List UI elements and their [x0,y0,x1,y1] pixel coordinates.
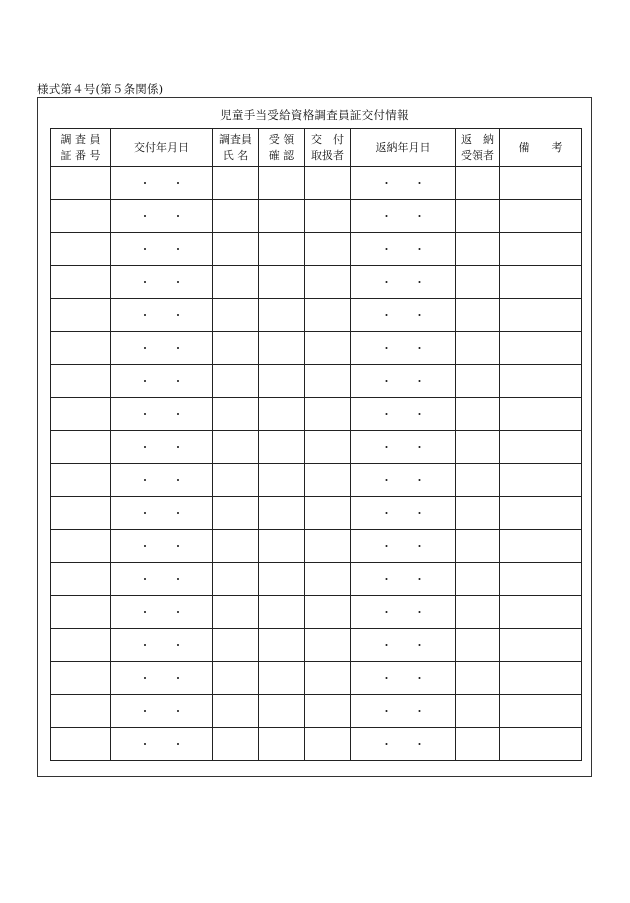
cell-issue-date [111,563,213,596]
cell-return-receiver [456,662,500,695]
cell-issue-date [111,200,213,233]
cell-handler [305,200,351,233]
cell-return-date [351,365,456,398]
header-receipt: 受 領 確 認 [259,129,305,167]
date-placeholder: ・ ・ [139,408,184,421]
table-row [51,596,582,629]
cell-id-number [51,464,111,497]
cell-id-number [51,299,111,332]
table-row [51,728,582,761]
cell-return-receiver [456,266,500,299]
cell-remarks [500,530,582,563]
cell-remarks [500,662,582,695]
cell-issue-date [111,233,213,266]
table-row [51,629,582,662]
table-row [51,266,582,299]
cell-return-receiver [456,167,500,200]
cell-receipt [259,365,305,398]
date-placeholder: ・ ・ [381,738,425,751]
cell-receipt [259,431,305,464]
cell-return-date [351,431,456,464]
cell-return-receiver [456,596,500,629]
date-placeholder: ・ ・ [381,342,425,355]
cell-return-date [351,563,456,596]
cell-remarks [500,266,582,299]
cell-name [213,200,259,233]
form-title: 児童手当受給資格調査員証交付情報 [220,108,409,122]
cell-receipt [259,695,305,728]
date-placeholder: ・ ・ [381,540,425,553]
cell-return-date [351,200,456,233]
cell-issue-date [111,266,213,299]
cell-return-receiver [456,365,500,398]
cell-return-receiver [456,398,500,431]
header-id-number: 調 査 員 証 番 号 [51,129,111,167]
cell-receipt [259,464,305,497]
cell-handler [305,695,351,728]
cell-name [213,431,259,464]
cell-receipt [259,530,305,563]
cell-handler [305,728,351,761]
cell-name [213,530,259,563]
cell-remarks [500,299,582,332]
cell-issue-date [111,299,213,332]
cell-issue-date [111,596,213,629]
date-placeholder: ・ ・ [139,441,184,454]
cell-receipt [259,629,305,662]
date-placeholder: ・ ・ [139,210,184,223]
cell-handler [305,629,351,662]
date-placeholder: ・ ・ [381,507,425,520]
cell-return-date [351,497,456,530]
cell-return-receiver [456,332,500,365]
cell-id-number [51,365,111,398]
cell-return-date [351,728,456,761]
table-row [51,365,582,398]
cell-name [213,695,259,728]
cell-return-date [351,530,456,563]
date-placeholder: ・ ・ [139,606,184,619]
date-placeholder: ・ ・ [139,342,184,355]
cell-id-number [51,431,111,464]
cell-issue-date [111,530,213,563]
cell-return-receiver [456,464,500,497]
date-placeholder: ・ ・ [139,738,184,751]
cell-return-receiver [456,497,500,530]
header-name: 調査員 氏 名 [213,129,259,167]
date-placeholder: ・ ・ [381,639,425,652]
cell-id-number [51,398,111,431]
form-label: 様式第４号(第５条関係) [37,82,164,96]
cell-receipt [259,563,305,596]
cell-handler [305,497,351,530]
date-placeholder: ・ ・ [139,276,184,289]
date-placeholder: ・ ・ [139,375,184,388]
date-placeholder: ・ ・ [139,177,184,190]
date-placeholder: ・ ・ [381,474,425,487]
cell-handler [305,464,351,497]
cell-remarks [500,728,582,761]
cell-id-number [51,563,111,596]
cell-name [213,662,259,695]
cell-remarks [500,200,582,233]
cell-return-receiver [456,728,500,761]
table-row [51,497,582,530]
cell-issue-date [111,365,213,398]
cell-remarks [500,431,582,464]
date-placeholder: ・ ・ [139,705,184,718]
cell-handler [305,332,351,365]
cell-handler [305,266,351,299]
cell-remarks [500,365,582,398]
cell-remarks [500,497,582,530]
cell-issue-date [111,629,213,662]
cell-receipt [259,398,305,431]
date-placeholder: ・ ・ [139,243,184,256]
cell-return-date [351,233,456,266]
cell-return-date [351,266,456,299]
date-placeholder: ・ ・ [139,639,184,652]
cell-handler [305,530,351,563]
cell-name [213,332,259,365]
table-row [51,464,582,497]
date-placeholder: ・ ・ [139,672,184,685]
cell-return-date [351,662,456,695]
table-row [51,299,582,332]
cell-handler [305,431,351,464]
cell-return-receiver [456,530,500,563]
cell-id-number [51,530,111,563]
date-placeholder: ・ ・ [381,309,425,322]
cell-return-date [351,299,456,332]
cell-issue-date [111,332,213,365]
cell-issue-date [111,695,213,728]
cell-issue-date [111,464,213,497]
cell-id-number [51,596,111,629]
cell-issue-date [111,662,213,695]
table-row [51,563,582,596]
date-placeholder: ・ ・ [381,705,425,718]
header-remarks: 備 考 [500,129,582,167]
cell-name [213,563,259,596]
date-placeholder: ・ ・ [139,540,184,553]
cell-return-receiver [456,695,500,728]
cell-handler [305,365,351,398]
cell-receipt [259,332,305,365]
cell-issue-date [111,167,213,200]
cell-handler [305,398,351,431]
cell-name [213,365,259,398]
cell-name [213,299,259,332]
cell-handler [305,299,351,332]
cell-remarks [500,596,582,629]
cell-return-receiver [456,563,500,596]
cell-id-number [51,332,111,365]
date-placeholder: ・ ・ [381,606,425,619]
cell-id-number [51,728,111,761]
header-return-date: 返納年月日 [351,129,456,167]
cell-handler [305,662,351,695]
table-row [51,695,582,728]
cell-return-date [351,695,456,728]
cell-return-date [351,398,456,431]
cell-name [213,233,259,266]
cell-name [213,167,259,200]
cell-handler [305,596,351,629]
table-row [51,398,582,431]
cell-return-receiver [456,629,500,662]
cell-id-number [51,695,111,728]
cell-receipt [259,233,305,266]
cell-issue-date [111,398,213,431]
table-row [51,200,582,233]
cell-remarks [500,398,582,431]
cell-return-receiver [456,431,500,464]
cell-remarks [500,167,582,200]
cell-handler [305,167,351,200]
cell-issue-date [111,728,213,761]
cell-name [213,596,259,629]
date-placeholder: ・ ・ [381,573,425,586]
cell-receipt [259,266,305,299]
date-placeholder: ・ ・ [381,408,425,421]
table-row [51,662,582,695]
date-placeholder: ・ ・ [381,672,425,685]
date-placeholder: ・ ・ [381,441,425,454]
cell-return-date [351,629,456,662]
cell-id-number [51,200,111,233]
date-placeholder: ・ ・ [139,309,184,322]
table-row [51,167,582,200]
table-row [51,431,582,464]
date-placeholder: ・ ・ [381,243,425,256]
cell-id-number [51,167,111,200]
table-row [51,233,582,266]
cell-remarks [500,563,582,596]
cell-issue-date [111,431,213,464]
register-table [50,128,582,761]
cell-return-date [351,167,456,200]
cell-remarks [500,233,582,266]
cell-issue-date [111,497,213,530]
cell-remarks [500,695,582,728]
cell-name [213,728,259,761]
form-frame [37,97,592,777]
cell-name [213,629,259,662]
cell-id-number [51,497,111,530]
date-placeholder: ・ ・ [139,507,184,520]
cell-remarks [500,464,582,497]
date-placeholder: ・ ・ [139,573,184,586]
cell-receipt [259,728,305,761]
cell-return-receiver [456,299,500,332]
date-placeholder: ・ ・ [139,474,184,487]
table-row [51,332,582,365]
cell-receipt [259,200,305,233]
cell-name [213,464,259,497]
date-placeholder: ・ ・ [381,276,425,289]
cell-name [213,497,259,530]
cell-id-number [51,662,111,695]
header-row [51,129,582,167]
cell-name [213,398,259,431]
header-return-receiver: 返 納 受領者 [456,129,500,167]
cell-id-number [51,266,111,299]
cell-remarks [500,332,582,365]
cell-return-date [351,464,456,497]
cell-return-receiver [456,200,500,233]
cell-id-number [51,629,111,662]
cell-id-number [51,233,111,266]
cell-receipt [259,497,305,530]
cell-return-receiver [456,233,500,266]
cell-receipt [259,662,305,695]
cell-receipt [259,596,305,629]
date-placeholder: ・ ・ [381,177,425,190]
date-placeholder: ・ ・ [381,210,425,223]
cell-remarks [500,629,582,662]
cell-return-date [351,596,456,629]
cell-handler [305,233,351,266]
table-row [51,530,582,563]
date-placeholder: ・ ・ [381,375,425,388]
cell-return-date [351,332,456,365]
header-issue-date: 交付年月日 [111,129,213,167]
cell-handler [305,563,351,596]
header-handler: 交 付 取扱者 [305,129,351,167]
cell-name [213,266,259,299]
cell-receipt [259,167,305,200]
cell-receipt [259,299,305,332]
